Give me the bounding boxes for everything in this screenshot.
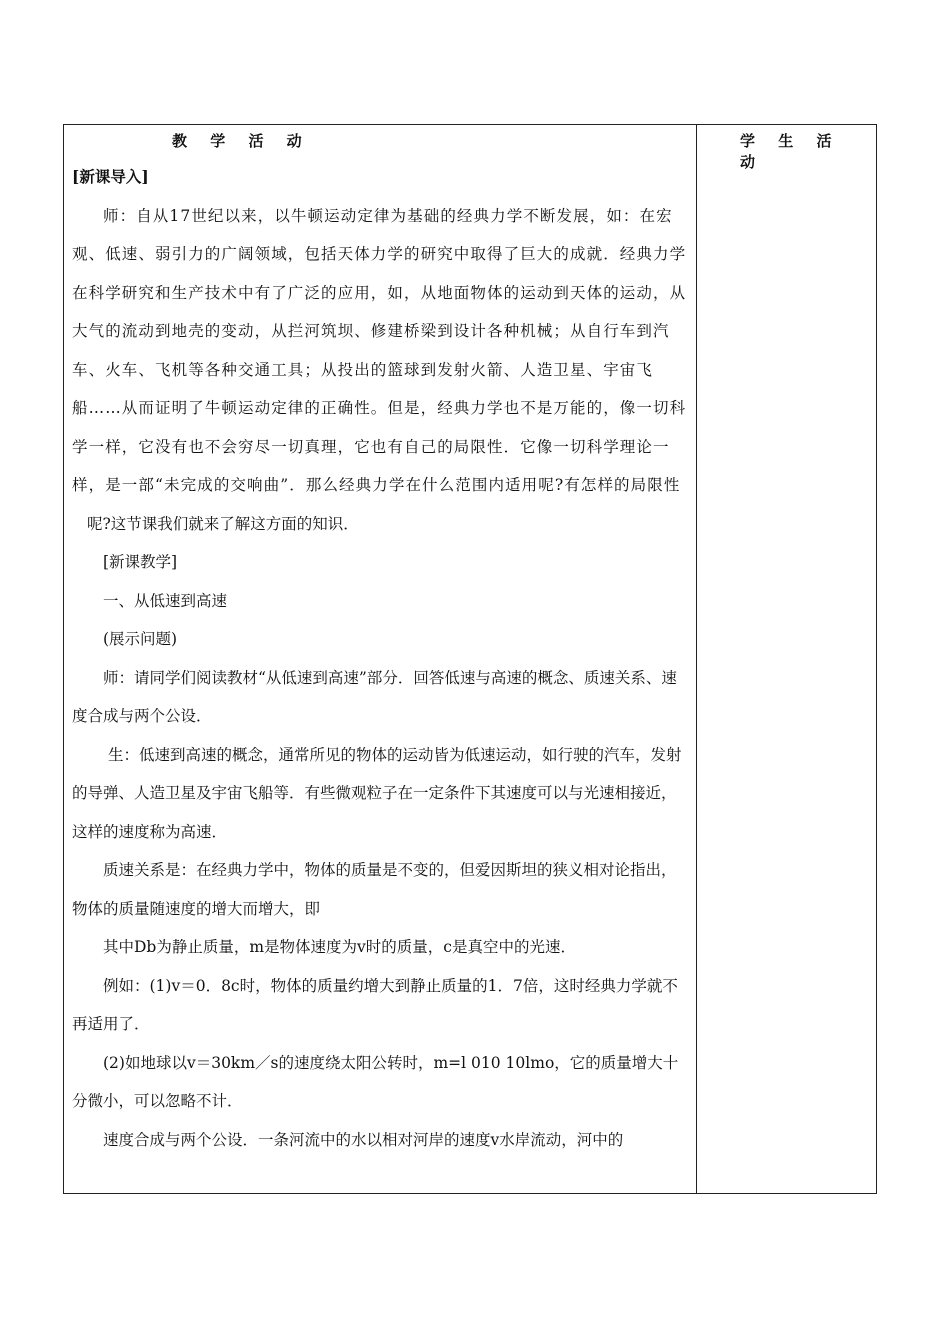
- section-new-lesson-teaching: [新课教学]: [103, 553, 178, 571]
- paragraph-velocity-composition: 速度合成与两个公设．一条河流中的水以相对河岸的速度v水岸流动，河中的: [103, 1130, 624, 1149]
- paragraph-student-answer: 生：低速到高速的概念，通常所见的物体的运动皆为低速运动，如行驶的汽车，发射的导弹、人造卫星及宇宙飞船等．有些微观粒子在一定条件下其速度可以与光速相接近，这样的速度称为高速．: [72, 745, 682, 841]
- heading-low-to-high-speed: 一、从低速到高速: [103, 591, 228, 610]
- paragraph-mass-velocity: 质速关系是：在经典力学中，物体的质量是不变的，但爱因斯坦的狭义相对论指出，物体的质量随速度的增大而增大，即: [72, 861, 677, 918]
- column-divider: [696, 125, 697, 1193]
- section-new-lesson-intro: [新课导入]: [72, 167, 149, 186]
- paragraph-teacher-question: 师：请同学们阅读教材“从低速到高速”部分．回答低速与高速的概念、质速关系、速度合成与两个公设．: [72, 668, 677, 725]
- teaching-activity-header: 教 学 活 动: [172, 132, 311, 150]
- lesson-table: [63, 124, 877, 1194]
- paragraph-example-1: 例如：(1)v＝0．8c时，物体的质量约增大到静止质量的1．7倍，这时经典力学就不再适用了．: [72, 976, 678, 1033]
- teaching-content: [72, 158, 690, 1159]
- paragraph-intro-end: 呢?这节课我们就来了解这方面的知识．: [87, 514, 359, 533]
- paragraph-intro-teacher: 师：自从17世纪以来，以牛顿运动定律为基础的经典力学不断发展，如：在宏观、低速、弱引力的广阔领域，包括天体力学的研究中取得了巨大的成就．经典力学在科学研究和生产技术中有了广泛的应用，如，从地面物体的运动到天体的运动，从大气的流动到地壳的变动，从拦河筑坝、修建桥梁到设计各种机械；从自行车到汽车、火车、飞机等各种交通工具；从投出的篮球到发射火箭、人造卫星、宇宙飞船……从而证明了牛顿运动定律的正确性。但是，经典力学也不是万能的，像一切科学一样，它没有也不会穷尽一切真理，它也有自己的局限性．它像一切科学理论一样，是一部“未完成的交响曲”．那么经典力学在什么范围内适用呢?有怎样的局限性: [72, 206, 687, 494]
- paragraph-symbols: 其中Db为静止质量，m是物体速度为v时的质量，c是真空中的光速．: [103, 938, 576, 956]
- label-show-question: (展示问题): [103, 630, 178, 648]
- student-activity-header: 学 生 活 动: [740, 132, 841, 171]
- paragraph-example-2: (2)如地球以v＝30km／s的速度绕太阳公转时，m=l 010 10lmo，它的质量增大十分微小，可以忽略不计．: [72, 1053, 679, 1110]
